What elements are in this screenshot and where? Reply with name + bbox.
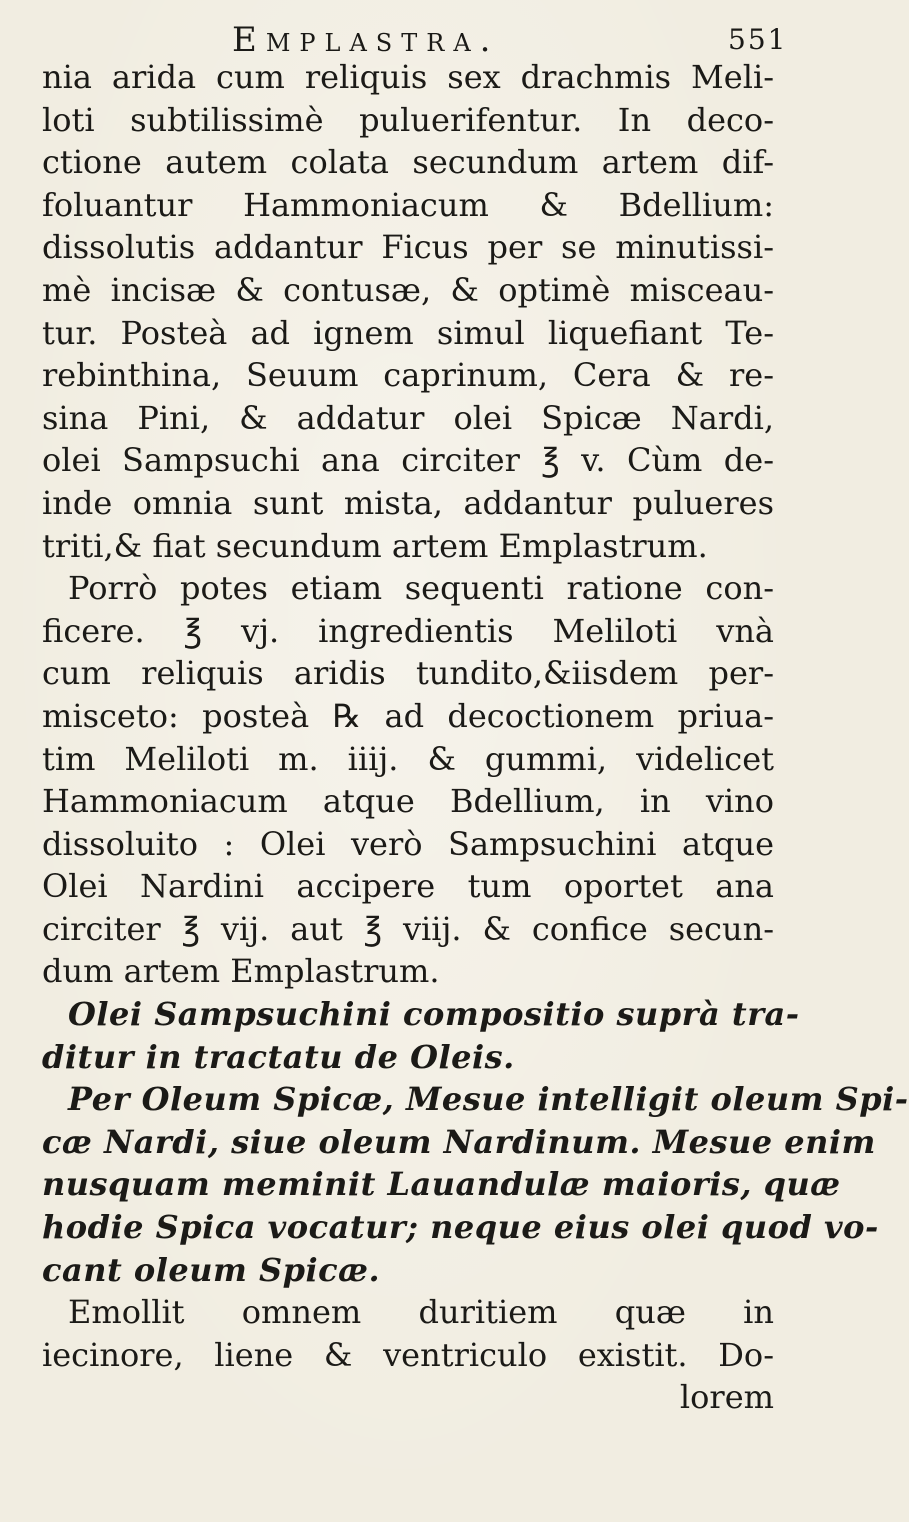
text-line: inde omnia sunt mista, addantur pulueres (42, 483, 774, 522)
text-line: Olei Nardini accipere tum oportet ana (42, 867, 774, 906)
note-line: hodie Spica vocatur; neque eius olei quod vo- (42, 1208, 879, 1247)
body-text (42, 56, 909, 1419)
text-line: tur. Posteà ad ignem simul liquefiant Te- (42, 313, 774, 352)
note-line: cæ Nardi, siue oleum Nardinum. Mesue enim (42, 1122, 876, 1161)
text-line: dissoluito : Olei verò Sampsuchini atque (42, 824, 774, 863)
note-line: Olei Sampsuchini compositio suprà tra- (68, 995, 800, 1034)
text-line: ctione autem colata secundum artem dif- (42, 143, 774, 182)
text-line: dissolutis addantur Ficus per se minutissi- (42, 228, 774, 267)
text-line: circiter ℥ vij. aut ℥ viij. & confice secun- (42, 909, 774, 948)
text-line: triti,& fiat secundum artem Emplastrum. (42, 526, 708, 565)
note-line: Per Oleum Spicæ, Mesue intelligit oleum Spi- (68, 1080, 909, 1119)
text-line: Hammoniacum atque Bdellium, in vino (42, 782, 774, 821)
text-line: misceto: posteà ℞ ad decoctionem priua- (42, 696, 774, 735)
text-line: sina Pini, & addatur olei Spicæ Nardi, (42, 398, 774, 437)
page-number: 551 (728, 23, 788, 56)
text-line: dum artem Emplastrum. (42, 952, 440, 991)
note-line: ditur in tractatu de Oleis. (42, 1037, 515, 1076)
text-line: Emollit omnem duritiem quæ in (68, 1293, 774, 1332)
note-line: nusquam meminit Lauandulæ maioris, quæ (42, 1165, 841, 1204)
text-line: ficere. ℥ vj. ingredientis Meliloti vnà (42, 611, 774, 650)
text-line: mè incisæ & contusæ, & optimè misceau- (42, 270, 774, 309)
text-line: tim Meliloti m. iiij. & gummi, videlicet (42, 739, 774, 778)
text-line: loti subtilissimè puluerifentur. In deco- (42, 100, 774, 139)
text-line: foluantur Hammoniacum & Bdellium: (42, 185, 774, 224)
note-line: cant oleum Spicæ. (42, 1250, 381, 1289)
running-title: Emplastra. (232, 20, 500, 60)
text-line: nia arida cum reliquis sex drachmis Meli- (42, 58, 774, 96)
page-header (0, 12, 800, 60)
text-line: Porrò potes etiam sequenti ratione con- (68, 569, 774, 608)
text-line: olei Sampsuchi ana circiter ℥ v. Cùm de- (42, 441, 774, 480)
catchword: lorem (679, 1378, 774, 1417)
text-line: rebinthina, Seuum caprinum, Cera & re- (42, 356, 774, 395)
text-line: iecinore, liene & ventriculo existit. Do- (42, 1335, 774, 1374)
text-line: cum reliquis aridis tundito,&iisdem per- (42, 654, 774, 693)
